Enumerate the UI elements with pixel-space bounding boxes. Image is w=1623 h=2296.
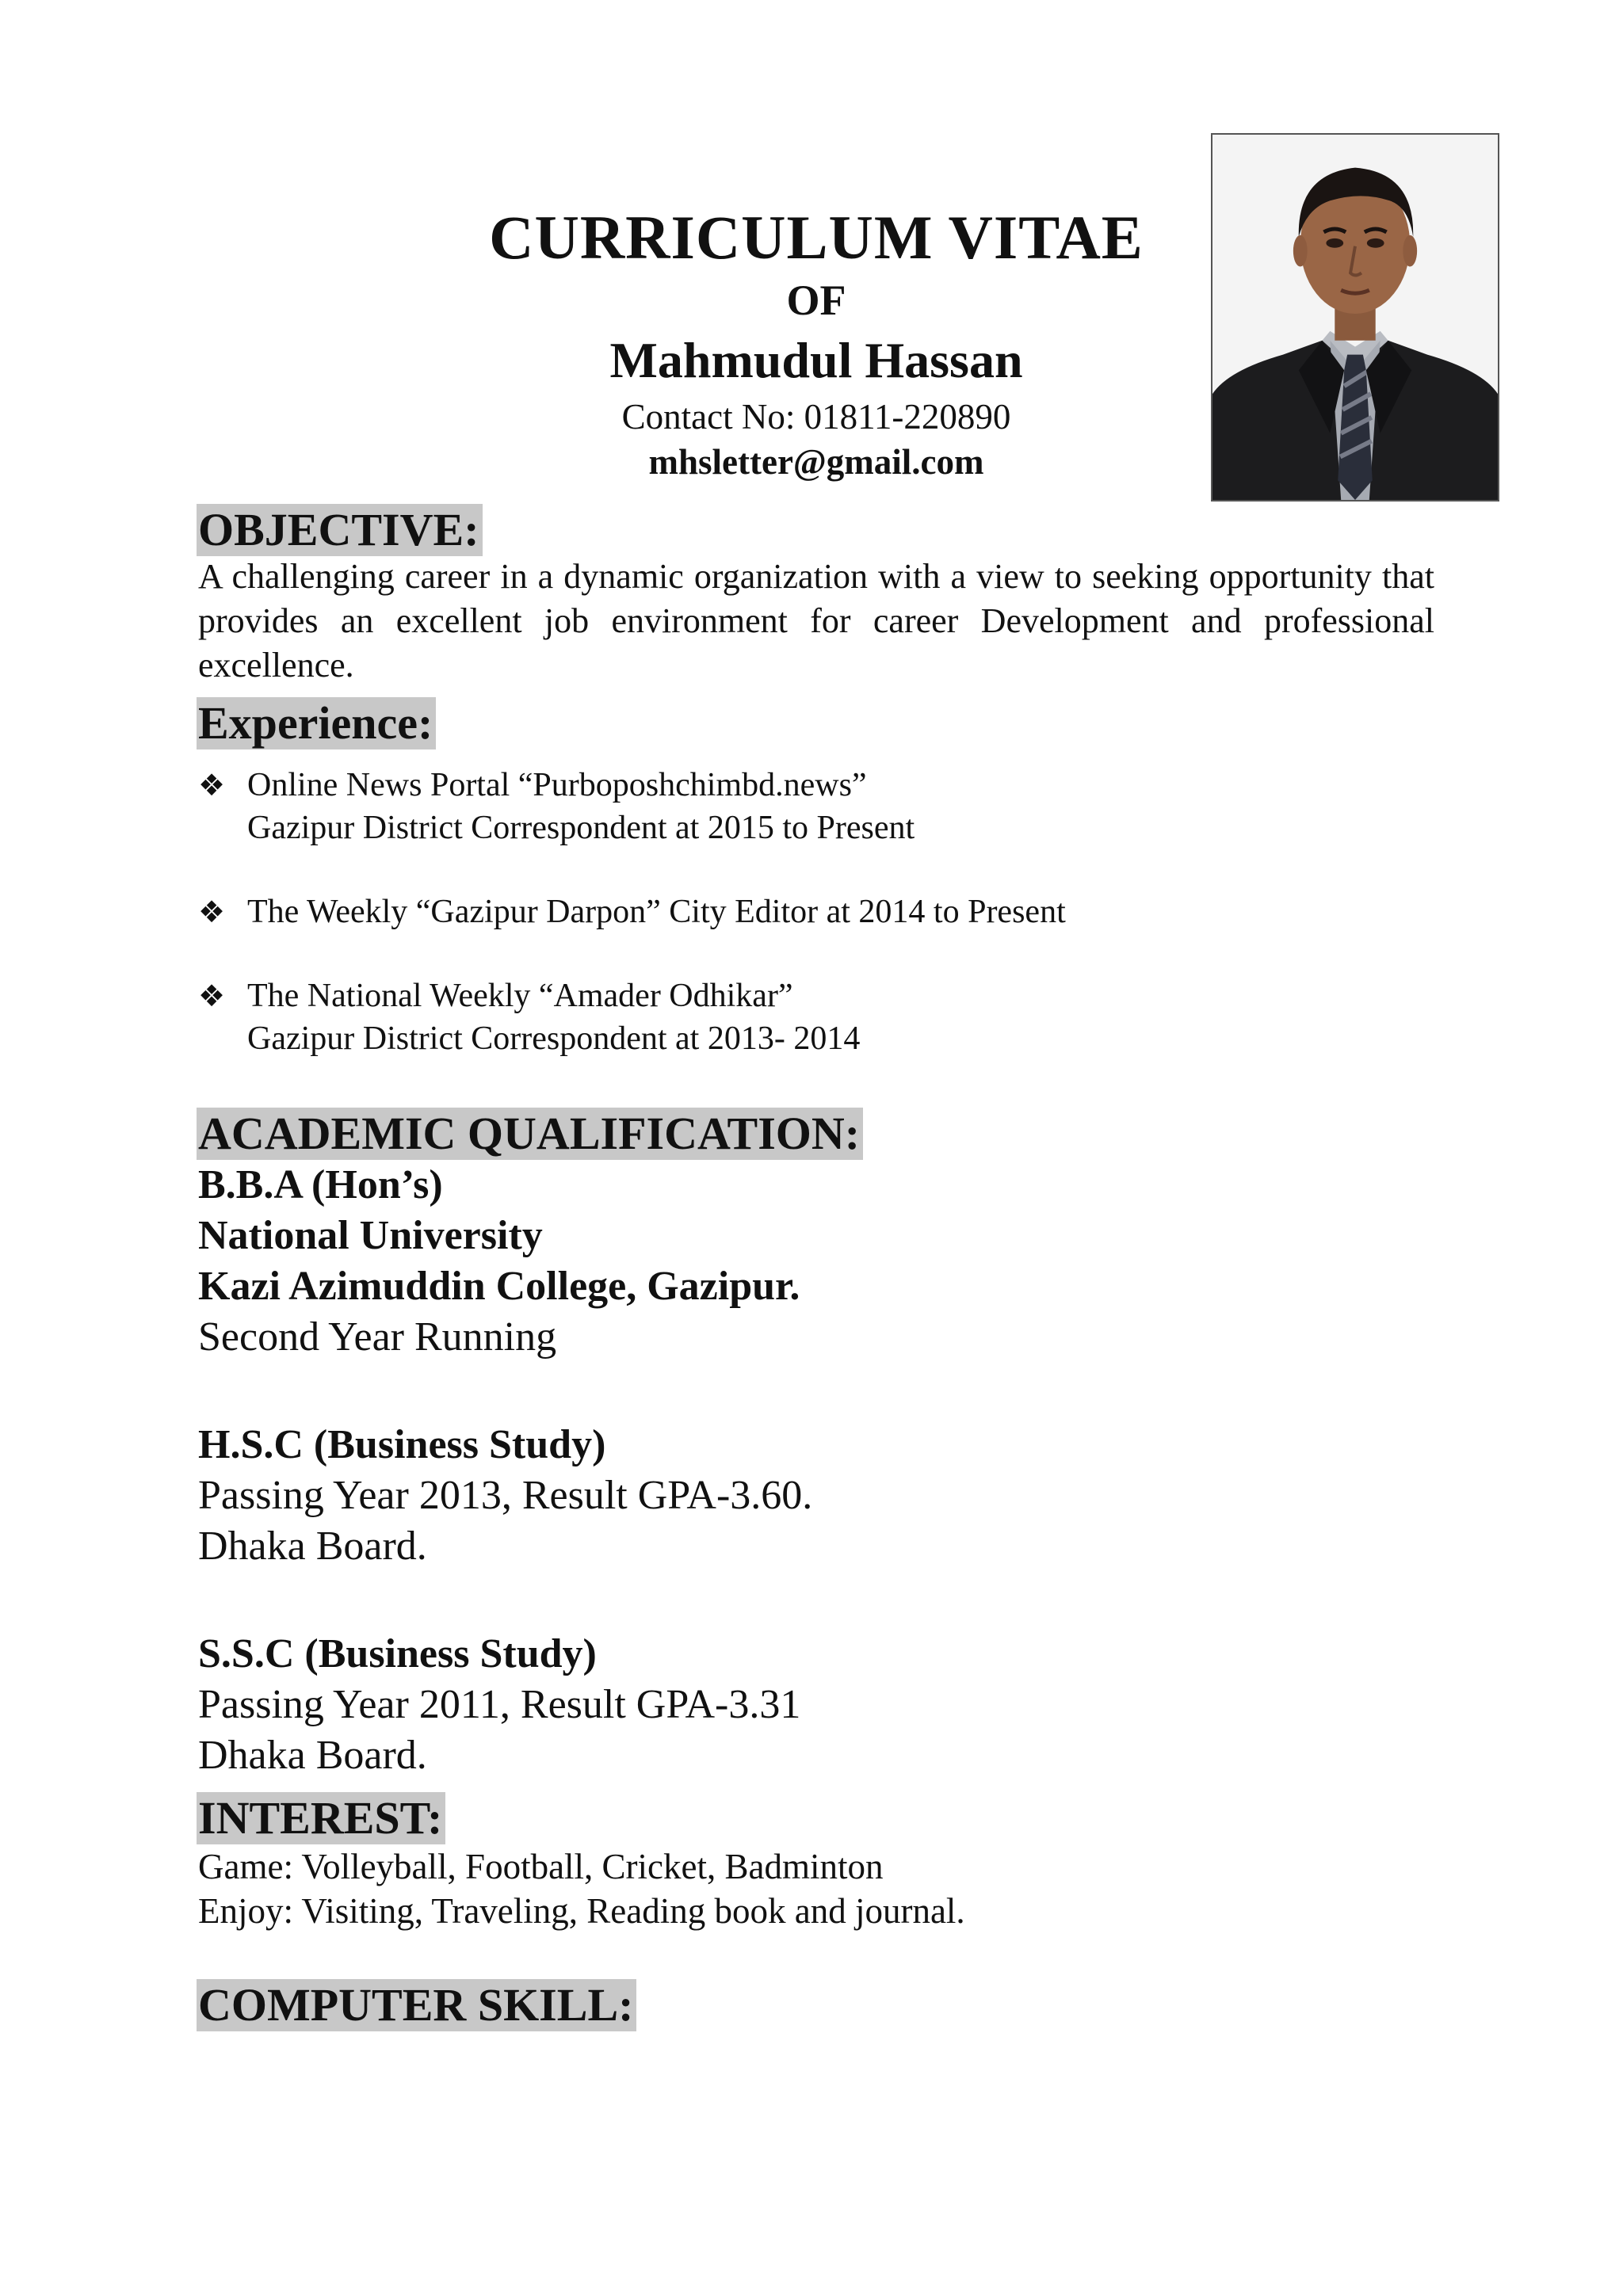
cv-title: CURRICULUM VITAE xyxy=(489,203,1144,272)
experience-list xyxy=(198,764,1434,1060)
diamond-bullet-icon: ❖ xyxy=(198,978,226,1013)
computer-skill-section xyxy=(198,1979,1434,2031)
objective-text: A challenging career in a dynamic organization with a view to seeking opportunity that provides an excellent job environment for career Development and professional excellence. xyxy=(198,557,1434,685)
experience-item xyxy=(198,764,1434,849)
experience-line2: Gazipur District Correspondent at 2013- 2014 xyxy=(247,1020,861,1057)
experience-heading: Experience: xyxy=(197,697,436,749)
ssc-block xyxy=(198,1629,1434,1781)
profile-photo xyxy=(1211,133,1499,502)
objective-section xyxy=(198,504,1434,688)
computer-skill-heading: COMPUTER SKILL: xyxy=(197,1979,636,2031)
experience-line2: Gazipur District Correspondent at 2015 to Present xyxy=(247,810,915,846)
hsc-block xyxy=(198,1420,1434,1572)
interest-heading: INTEREST: xyxy=(197,1792,445,1844)
cv-header xyxy=(396,198,1236,485)
bba-degree: B.B.A (Hon’s) xyxy=(198,1162,443,1207)
interest-game: Game: Volleyball, Football, Cricket, Badminton xyxy=(198,1847,884,1886)
bba-university: National University xyxy=(198,1213,543,1258)
objective-heading: OBJECTIVE: xyxy=(197,504,483,556)
hsc-degree: H.S.C (Business Study) xyxy=(198,1422,606,1467)
experience-line1: The National Weekly “Amader Odhikar” xyxy=(247,978,793,1014)
candidate-name: Mahmudul Hassan xyxy=(609,332,1023,388)
bba-status: Second Year Running xyxy=(198,1314,557,1360)
ssc-board: Dhaka Board. xyxy=(198,1733,427,1778)
interest-section xyxy=(198,1792,1434,1933)
bba-college: Kazi Azimuddin College, Gazipur. xyxy=(198,1264,800,1309)
experience-item xyxy=(198,891,1434,933)
contact-number: Contact No: 01811-220890 xyxy=(621,397,1011,437)
ssc-result: Passing Year 2011, Result GPA-3.31 xyxy=(198,1682,801,1727)
academic-section xyxy=(198,1108,1434,1781)
hsc-board: Dhaka Board. xyxy=(198,1524,427,1569)
bba-block xyxy=(198,1160,1434,1363)
academic-heading: ACADEMIC QUALIFICATION: xyxy=(197,1108,863,1160)
email-address: mhsletter@gmail.com xyxy=(648,442,984,482)
cv-content xyxy=(198,504,1434,2031)
ssc-degree: S.S.C (Business Study) xyxy=(198,1631,597,1676)
diamond-bullet-icon: ❖ xyxy=(198,768,226,803)
diamond-bullet-icon: ❖ xyxy=(198,894,226,929)
experience-line1: Online News Portal “Purboposhchimbd.news” xyxy=(247,767,867,803)
experience-line1: The Weekly “Gazipur Darpon” City Editor at 2014 to Present xyxy=(247,894,1066,930)
cv-of: OF xyxy=(786,277,846,324)
interest-enjoy: Enjoy: Visiting, Traveling, Reading book and journal. xyxy=(198,1891,965,1931)
experience-item xyxy=(198,974,1434,1060)
hsc-result: Passing Year 2013, Result GPA-3.60. xyxy=(198,1473,813,1518)
experience-section xyxy=(198,697,1434,1060)
portrait-image xyxy=(1212,135,1498,500)
